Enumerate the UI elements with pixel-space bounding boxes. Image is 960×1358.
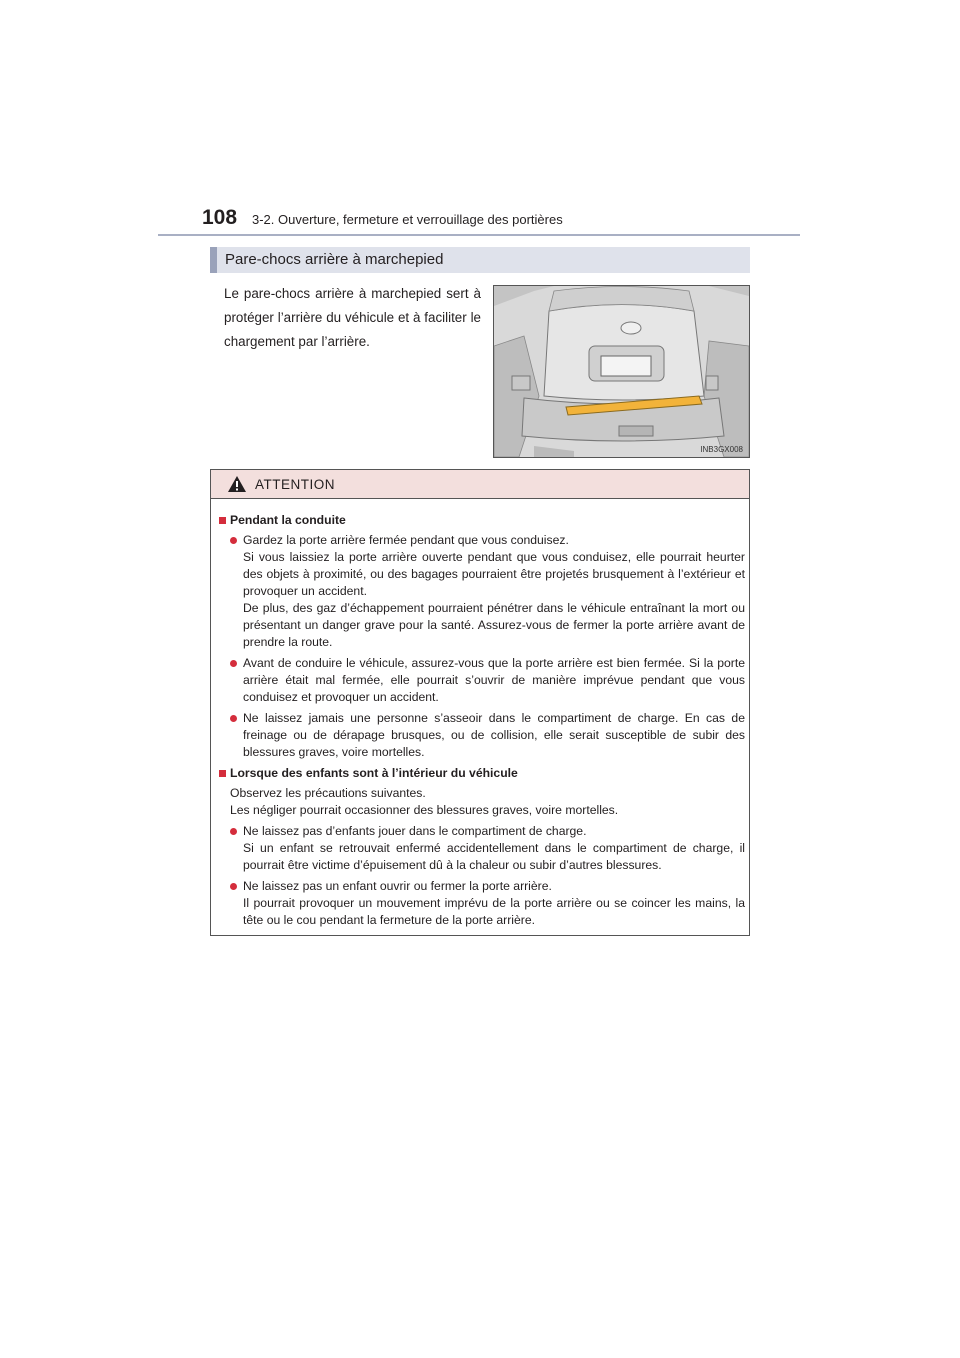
section-title: Pare-chocs arrière à marchepied xyxy=(225,251,444,268)
section-heading xyxy=(210,247,750,273)
list-item xyxy=(219,878,745,929)
item-line: Ne laissez pas un enfant ouvrir ou fermer la porte arrière. xyxy=(243,879,552,893)
bullet-icon xyxy=(230,883,237,890)
chapter-title: 3-2. Ouverture, fermeture et verrouillage des portières xyxy=(252,212,563,227)
item-line: De plus, des gaz d’échappement pourraient pénétrer dans le véhicule entraînant la mort ou présentant un danger grave pour la santé. Assurez-vous de fermer la porte arrière avant de prendre la route. xyxy=(243,601,745,649)
warning-title: ATTENTION xyxy=(255,477,335,492)
warning-triangle-icon xyxy=(227,475,247,493)
list-item xyxy=(219,655,745,706)
intro-text: Le pare-chocs arrière à marchepied sert à protéger l’arrière du véhicule et à faciliter le chargement par l’arrière. xyxy=(224,286,481,349)
section-intro-line: Observez les précautions suivantes. xyxy=(230,786,426,800)
item-line: Gardez la porte arrière fermée pendant que vous conduisez. xyxy=(243,533,569,547)
bullet-icon xyxy=(230,537,237,544)
bullet-icon xyxy=(230,715,237,722)
list-item xyxy=(219,532,745,651)
warning-section-title: Pendant la conduite xyxy=(219,512,745,529)
warning-section-title: Lorsque des enfants sont à l’intérieur du véhicule xyxy=(219,765,745,782)
figure-code: INB3GX008 xyxy=(700,445,743,454)
page-number: 108 xyxy=(202,206,238,229)
item-line: Avant de conduire le véhicule, assurez-vous que la porte arrière est bien fermée. Si la porte arrière était mal fermée, elle pourrait s’ouvrir de manière imprévue pendant que vous conduisez et provoquer un accident. xyxy=(243,656,745,704)
warning-box xyxy=(210,469,750,936)
section-intro-line: Les négliger pourrait occasionner des blessures graves, voire mortelles. xyxy=(230,803,619,817)
item-line: Si vous laissiez la porte arrière ouverte pendant que vous conduisez, elle pourrait heurter des objets à proximité, ou des bagages pourraient être projetés brusquement à l’extérieur et provoquer un accident. xyxy=(243,550,745,598)
page-header xyxy=(158,204,800,236)
bullet-icon xyxy=(230,828,237,835)
item-line: Il pourrait provoquer un mouvement imprévu de la porte arrière ou se coincer les mains, la tête ou le cou pendant la fermeture de la porte arrière. xyxy=(243,896,745,927)
bullet-icon xyxy=(230,660,237,667)
vehicle-rear-drawing xyxy=(494,286,749,457)
warning-header xyxy=(211,470,749,499)
rear-bumper-illustration xyxy=(493,285,750,458)
list-item xyxy=(219,823,745,874)
item-line: Ne laissez pas d’enfants jouer dans le compartiment de charge. xyxy=(243,824,587,838)
item-line: Si un enfant se retrouvait enfermé accidentellement dans le compartiment de charge, il pourrait être victime d’épuisement dû à la chaleur ou subir d’autres blessures. xyxy=(243,841,745,872)
warning-body xyxy=(219,512,745,933)
list-item xyxy=(219,710,745,761)
item-line: Ne laissez jamais une personne s’asseoir dans le compartiment de charge. En cas de freinage ou de dérapage brusques, ou de collision, elle serait susceptible de subir des blessures graves, voire mortelles. xyxy=(243,711,745,759)
